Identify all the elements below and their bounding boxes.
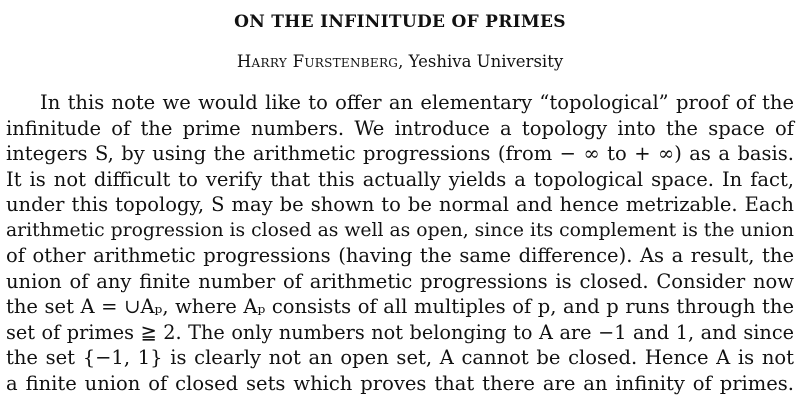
author-name: Harry Furstenberg bbox=[236, 52, 399, 71]
body-line-7: of other arithmetic progressions (having the same difference). As a result, the bbox=[6, 244, 794, 267]
body-line-8: union of any finite number of arithmetic progressions is closed. Consider now bbox=[6, 269, 794, 293]
body-line-2: infinitude of the prime numbers. We introduce a topology into the space of bbox=[6, 116, 794, 140]
body-paragraph bbox=[6, 90, 794, 396]
body-line-3: integers S, by using the arithmetic progressions (from − ∞ to + ∞) as a basis. bbox=[6, 142, 794, 165]
body-line-4: It is not difficult to verify that this actually yields a topological space. In fact, bbox=[6, 167, 794, 191]
body-line-1: In this note we would like to offer an elementary “topological” proof of the bbox=[40, 91, 794, 114]
body-line-5: under this topology, S may be shown to be normal and hence metrizable. Each bbox=[6, 193, 794, 216]
author-affiliation: , Yeshiva University bbox=[398, 52, 564, 71]
body-line-12: a finite union of closed sets which proves that there are an infinity of primes. bbox=[6, 371, 794, 395]
body-line-11: the set {−1, 1} is clearly not an open set, A cannot be closed. Hence A is not bbox=[6, 346, 794, 369]
body-line-10: set of primes ≧ 2. The only numbers not belonging to A are −1 and 1, and since bbox=[6, 320, 794, 344]
paper-title: ON THE INFINITUDE OF PRIMES bbox=[234, 12, 566, 32]
body-line-6: arithmetic progression is closed as well as open, since its complement is the union bbox=[6, 219, 794, 241]
body-line-9: the set A = ∪Aₚ, where Aₚ consists of all multiples of p, and p runs through the bbox=[6, 295, 794, 318]
author-line bbox=[0, 52, 800, 71]
